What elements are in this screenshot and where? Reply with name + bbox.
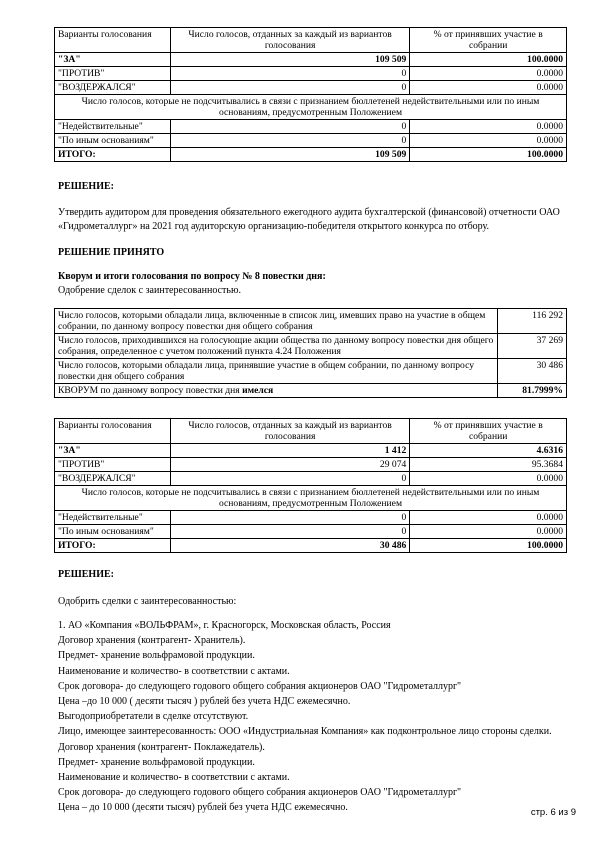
vote-count: 0 — [170, 67, 409, 81]
decision-accepted: РЕШЕНИЕ ПРИНЯТО — [58, 247, 165, 258]
quorum-value: 37 269 — [498, 334, 567, 359]
table-row — [55, 53, 567, 67]
deal-line: Предмет- хранение вольфрамовой продукции. — [58, 756, 255, 768]
deal-line: 1. АО «Компания «ВОЛЬФРАМ», г. Красногорск, Московская область, Россия — [58, 620, 391, 631]
item-heading: Кворум и итоги голосования по вопросу № 8 повестки дня: — [58, 271, 326, 282]
deal-line: Срок договора- до следующего годового общего собрания акционеров ОАО "Гидрометаллург" — [58, 680, 462, 692]
quorum-label: Число голосов, которыми обладали лица, принявшие участие в общем собрании, по данному вопросу повестки дня общего собрания — [55, 359, 498, 384]
table-row — [55, 525, 567, 539]
deal-line: Цена –до 10 000 ( десяти тысяч ) рублей без учета НДС ежемесячно. — [58, 696, 351, 708]
table-row — [55, 359, 567, 384]
decision-text: Утвердить аудитором для проведения обязательного ежегодного аудита бухгалтерской (финансовой) отчетности ОАО «Гидрометаллург» на 2021 год аудиторскую организацию-победителя открытого конкурса по отбору. — [58, 207, 560, 232]
quorum-label: Число голосов, которыми обладали лица, включенные в список лиц, имевших право на участие в общем собрании, по данному вопросу повестки дня общего собрания — [55, 309, 498, 334]
vote-count: 29 074 — [170, 458, 409, 472]
vote-percent: 0.0000 — [410, 511, 567, 525]
vote-option: "ЗА" — [55, 53, 171, 67]
table-row — [55, 134, 567, 148]
table-row — [55, 486, 567, 511]
vote-percent: 0.0000 — [410, 525, 567, 539]
vote-option: "ЗА" — [55, 444, 171, 458]
item-subtitle: Одобрение сделок с заинтересованностью. — [58, 285, 241, 296]
quorum-result-label — [55, 384, 498, 398]
deal-details — [58, 618, 552, 816]
vote-percent: 4.6316 — [410, 444, 567, 458]
vote-count: 0 — [170, 472, 409, 486]
vote-count: 0 — [170, 81, 409, 95]
vote-option: "ПРОТИВ" — [55, 67, 171, 81]
deal-line: Договор хранения (контрагент- Поклажедатель). — [58, 741, 265, 753]
total-votes: 109 509 — [170, 148, 409, 162]
uncounted-note: Число голосов, которые не подсчитывались в связи с признанием бюллетеней недействительными или по иным основаниям, предусмотренным Положением — [55, 95, 567, 120]
table-row — [55, 444, 567, 458]
vote-option: "ВОЗДЕРЖАЛСЯ" — [55, 472, 171, 486]
table-row — [55, 95, 567, 120]
table-row — [55, 511, 567, 525]
quorum-result-status: имелся — [242, 385, 274, 396]
deal-line: Наименование и количество- в соответствии с актами. — [58, 772, 290, 784]
table-row — [55, 67, 567, 81]
table-row — [55, 334, 567, 359]
quorum-result-prefix: КВОРУМ по данному вопросу повестки дня — [58, 385, 243, 396]
header-cell: Варианты голосования — [55, 28, 171, 53]
vote-count: 109 509 — [170, 53, 409, 67]
decision-heading: РЕШЕНИЕ: — [58, 569, 114, 580]
vote-percent: 95.3684 — [410, 458, 567, 472]
vote-count: 1 412 — [170, 444, 409, 458]
deal-line: Выгодоприобретатели в сделке отсутствуют. — [58, 711, 249, 723]
vote-table-2 — [54, 418, 567, 553]
vote-percent: 100.0000 — [410, 53, 567, 67]
total-row — [55, 539, 567, 553]
vote-percent: 0.0000 — [410, 81, 567, 95]
deal-line: Лицо, имеющее заинтересованность: ООО «Индустриальная Компания» как подконтрольное лицо стороны сделки. — [58, 726, 552, 738]
uncounted-note: Число голосов, которые не подсчитывались в связи с признанием бюллетеней недействительными или по иным основаниям, предусмотренным Положением — [55, 486, 567, 511]
header-cell: Варианты голосования — [55, 419, 171, 444]
vote-option: "Недействительные" — [55, 120, 171, 134]
deal-line: Наименование и количество- в соответствии с актами. — [58, 665, 290, 677]
vote-percent: 0.0000 — [410, 472, 567, 486]
vote-option: "По иным основаниям" — [55, 525, 171, 539]
total-percent: 100.0000 — [410, 148, 567, 162]
quorum-result-value: 81.7999% — [498, 384, 567, 398]
header-cell: % от принявших участие в собрании — [410, 419, 567, 444]
quorum-label: Число голосов, приходившихся на голосующие акции общества по данному вопросу повестки дня общего собрания, определенное с учетом положений пункта 4.24 Положения — [55, 334, 498, 359]
vote-option: "ПРОТИВ" — [55, 458, 171, 472]
vote-percent: 0.0000 — [410, 120, 567, 134]
table-row — [55, 120, 567, 134]
deal-line: Срок договора- до следующего годового общего собрания акционеров ОАО "Гидрометаллург" — [58, 787, 462, 799]
quorum-value: 116 292 — [498, 309, 567, 334]
vote-count: 0 — [170, 134, 409, 148]
table-row — [55, 472, 567, 486]
deal-line: Договор хранения (контрагент- Хранитель). — [58, 635, 246, 647]
table-row — [55, 458, 567, 472]
vote-percent: 0.0000 — [410, 67, 567, 81]
page-number: стр. 6 из 9 — [530, 807, 576, 818]
decision-intro: Одобрить сделки с заинтересованностью: — [58, 596, 237, 607]
table-header-row — [55, 28, 567, 53]
vote-option: "По иным основаниям" — [55, 134, 171, 148]
total-percent: 100.0000 — [410, 539, 567, 553]
decision-heading: РЕШЕНИЕ: — [58, 181, 114, 192]
deal-line: Предмет- хранение вольфрамовой продукции. — [58, 650, 255, 662]
header-cell: Число голосов, отданных за каждый из вариантов голосования — [170, 419, 409, 444]
vote-count: 0 — [170, 511, 409, 525]
table-row — [55, 81, 567, 95]
header-cell: Число голосов, отданных за каждый из вариантов голосования — [170, 28, 409, 53]
total-label: ИТОГО: — [55, 148, 171, 162]
quorum-result-row — [55, 384, 567, 398]
table-header-row — [55, 419, 567, 444]
vote-table-1 — [54, 27, 567, 162]
vote-percent: 0.0000 — [410, 134, 567, 148]
total-votes: 30 486 — [170, 539, 409, 553]
total-row — [55, 148, 567, 162]
total-label: ИТОГО: — [55, 539, 171, 553]
vote-option: "Недействительные" — [55, 511, 171, 525]
vote-option: "ВОЗДЕРЖАЛСЯ" — [55, 81, 171, 95]
table-row — [55, 309, 567, 334]
header-cell: % от принявших участие в собрании — [410, 28, 567, 53]
quorum-table — [54, 308, 567, 398]
quorum-value: 30 486 — [498, 359, 567, 384]
deal-line: Цена – до 10 000 (десяти тысяч) рублей без учета НДС ежемесячно. — [58, 802, 348, 814]
vote-count: 0 — [170, 525, 409, 539]
vote-count: 0 — [170, 120, 409, 134]
